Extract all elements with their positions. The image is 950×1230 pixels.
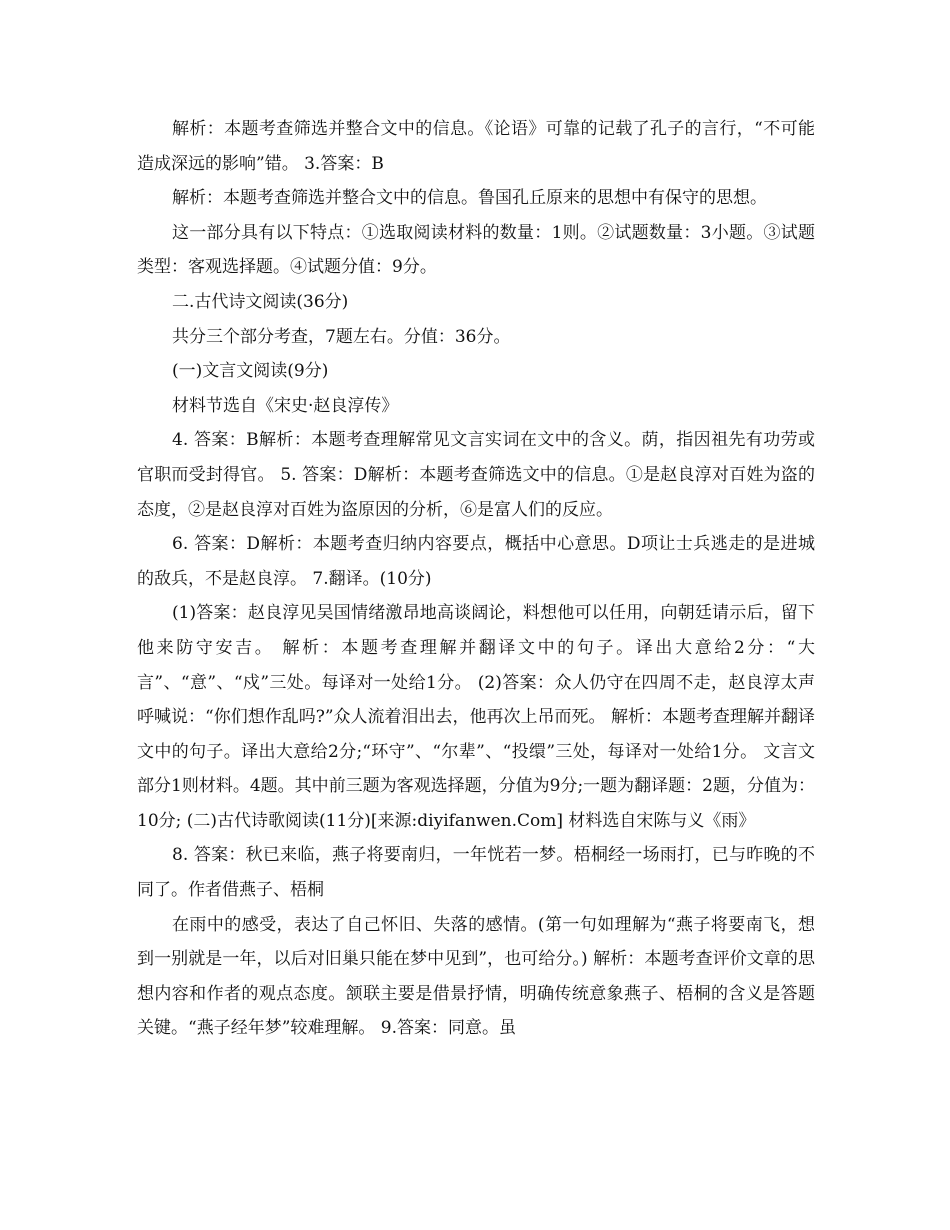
paragraph-section-summary: 共分三个部分考查，7题左右。分值：36分。 xyxy=(172,326,511,347)
document-body xyxy=(137,112,815,1046)
paragraph-answer-8: 8. 答案：秋已来临，燕子将要南归，一年恍若一梦。梧桐经一场雨打，已与昨晚的不同了。作者借燕子、梧桐 xyxy=(137,845,815,901)
subsection-heading-classical-chinese: (一)文言文阅读(9分) xyxy=(172,361,329,382)
section-heading-ancient-poetry: 二.古代诗文阅读(36分) xyxy=(172,291,349,312)
paragraph-answers-4-5: 4. 答案：B解析：本题考查理解常见文言实词在文中的含义。荫，指因祖先有功劳或官职而受封得官。 5. 答案：D解析：本题考查筛选文中的信息。①是赵良淳对百姓为盗的态度，②是赵良淳对百姓为盗原因的分析，⑥是富人们的反应。 xyxy=(137,430,815,520)
paragraph-translation-answers: (1)答案：赵良淳见吴国情绪激昂地高谈阔论，料想他可以任用，向朝廷请示后，留下他来防守安吉。 解析：本题考查理解并翻译文中的句子。译出大意给2分：“大言”、“意”、“戍”三处。每译对一处给1分。 (2)答案：众人仍守在四周不走，赵良淳太声呼喊说：“你们想作乱吗?”众人流着泪出去，他再次上吊而死。 解析：本题考查理解并翻译文中的句子。译出大意给2分;“环守”、“尔辈”、“投缳”三处，每译对一处给1分。 文言文部分1则材料。4题。其中前三题为客观选择题，分值为9分;一题为翻译题：2题，分值为：10分; (二)古代诗歌阅读(11分)[来源:diyifanwen.Com] 材料选自宋陈与义《雨》 xyxy=(137,603,815,831)
paragraph-analysis-2: 解析：本题考查筛选并整合文中的信息。《论语》可靠的记载了孔子的言行，“不可能造成深远的影响”错。 3.答案：B xyxy=(137,119,815,174)
paragraph-answer-8-continued: 在雨中的感受，表达了自己怀旧、失落的感情。(第一句如理解为“燕子将要南飞，想到一别就是一年，以后对旧巢只能在梦中见到”，也可给分。) 解析：本题考查评价文章的思想内容和作者的观点态度。颔联主要是借景抒情，明确传统意象燕子、梧桐的含义是答题关键。“燕子经年梦”较难理解。 9.答案：同意。虽 xyxy=(137,914,815,1039)
paragraph-analysis-3: 解析：本题考查筛选并整合文中的信息。鲁国孔丘原来的思想中有保守的思想。 xyxy=(172,188,767,209)
paragraph-answers-6-7: 6. 答案：D解析：本题考查归纳内容要点，概括中心意思。D项让士兵逃走的是进城的敌兵，不是赵良淳。 7.翻译。(10分) xyxy=(137,534,815,589)
paragraph-features: 这一部分具有以下特点：①选取阅读材料的数量：1则。②试题数量：3小题。③试题类型：客观选择题。④试题分值：9分。 xyxy=(137,222,815,278)
paragraph-material-source: 材料节选自《宋史·赵良淳传》 xyxy=(172,395,399,416)
